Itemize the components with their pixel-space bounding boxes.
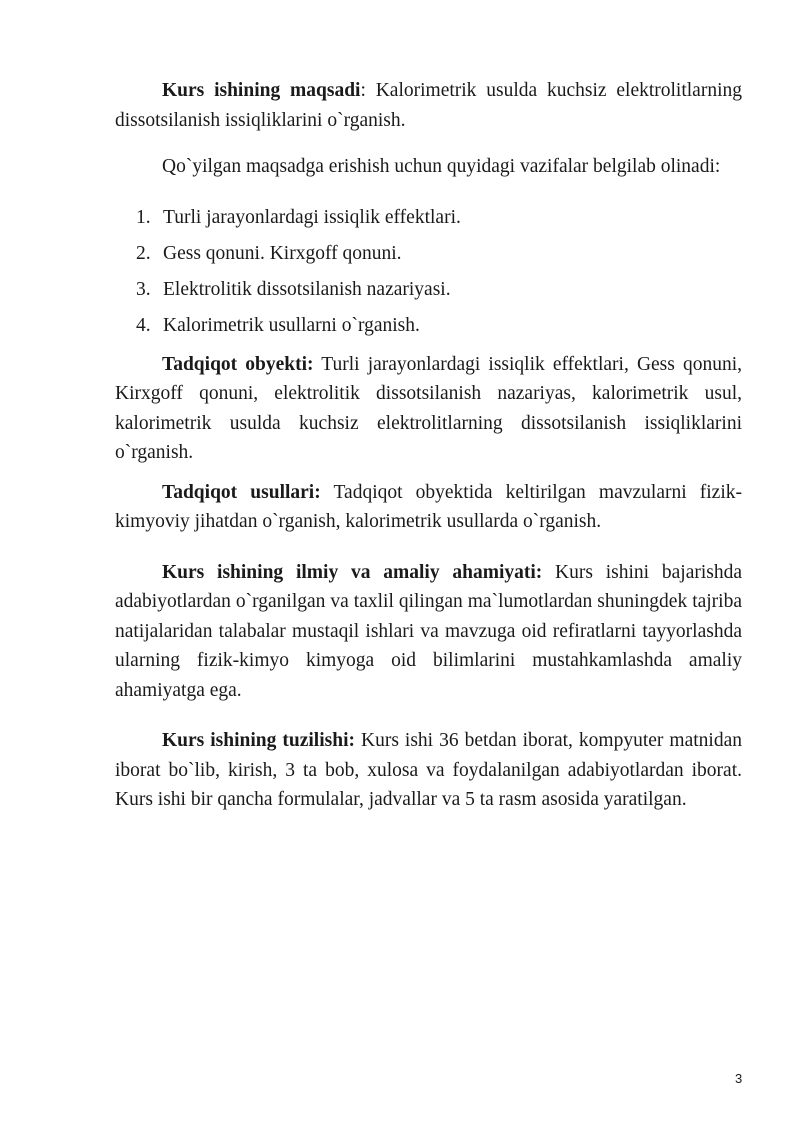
list-item	[115, 203, 742, 232]
tasks-intro: Qo`yilgan maqsadga erishish uchun quyidagi vazifalar belgilab olinadi:	[162, 156, 721, 177]
page-content	[115, 76, 742, 815]
list-item-text: Elektrolitik dissotsilanish nazariyasi.	[163, 278, 451, 300]
structure-paragraph	[115, 726, 742, 815]
significance-text: Kurs ishini bajarishda adabiyotlardan o`rganilgan va taxlil qilingan ma`lumotlardan shuningdek tajriba natijalaridan talabalar mustaqil ishlari va mavzuga oid refiratlarni tayyorlashda ularning fizik-kimyo kimyoga oid bilimlarini mustahkamlashda amaliy ahamiyatga ega.	[115, 561, 743, 701]
goal-paragraph	[115, 76, 742, 135]
list-item-number: 1.	[136, 206, 151, 228]
list-item-text: Turli jarayonlardagi issiqlik effektlari.	[163, 206, 461, 228]
structure-label: Kurs ishining tuzilishi:	[162, 730, 355, 751]
tasks-list	[115, 203, 742, 340]
methods-label: Tadqiqot usullari:	[162, 481, 321, 503]
goal-label: Kurs ishining maqsadi	[162, 80, 361, 101]
methods-paragraph	[115, 478, 742, 537]
significance-paragraph	[115, 558, 742, 706]
structure-text: Kurs ishi 36 betdan iborat, kompyuter matnidan iborat bo`lib, kirish, 3 ta bob, xulosa va foydalanilgan adabiyotlardan iborat. Kurs ishi bir qancha formulalar, jadvallar va 5 ta rasm asosida yaratilgan.	[115, 730, 742, 810]
page-number: 3	[735, 1071, 743, 1086]
list-item	[115, 311, 742, 340]
list-item-text: Gess qonuni. Kirxgoff qonuni.	[163, 242, 402, 264]
object-text: Turli jarayonlardagi issiqlik effektlari, Gess qonuni, Kirxgoff qonuni, elektrolitik dissotsilanish nazariyas, kalorimetrik usul, kalorimetrik usulda kuchsiz elektrolitlarning dissotsilanish issiqliklarini o`rganish.	[115, 353, 743, 463]
object-paragraph	[115, 350, 742, 468]
list-item-number: 3.	[136, 278, 151, 300]
list-item-number: 2.	[136, 242, 151, 264]
list-item-number: 4.	[136, 314, 151, 336]
goal-text: Kalorimetrik usulda kuchsiz elektrolitlarning dissotsilanish issiqliklarini o`rganish.	[115, 80, 742, 131]
list-item-text: Kalorimetrik usullarni o`rganish.	[163, 314, 420, 336]
methods-text: Tadqiqot obyektida keltirilgan mavzularni fizik-kimyoviy jihatdan o`rganish, kalorimetrik usullarda o`rganish.	[115, 481, 742, 532]
goal-separator: :	[360, 80, 366, 101]
list-item	[115, 239, 742, 268]
list-item	[115, 275, 742, 304]
object-label: Tadqiqot obyekti:	[162, 353, 314, 375]
significance-label: Kurs ishining ilmiy va amaliy ahamiyati:	[162, 561, 543, 583]
